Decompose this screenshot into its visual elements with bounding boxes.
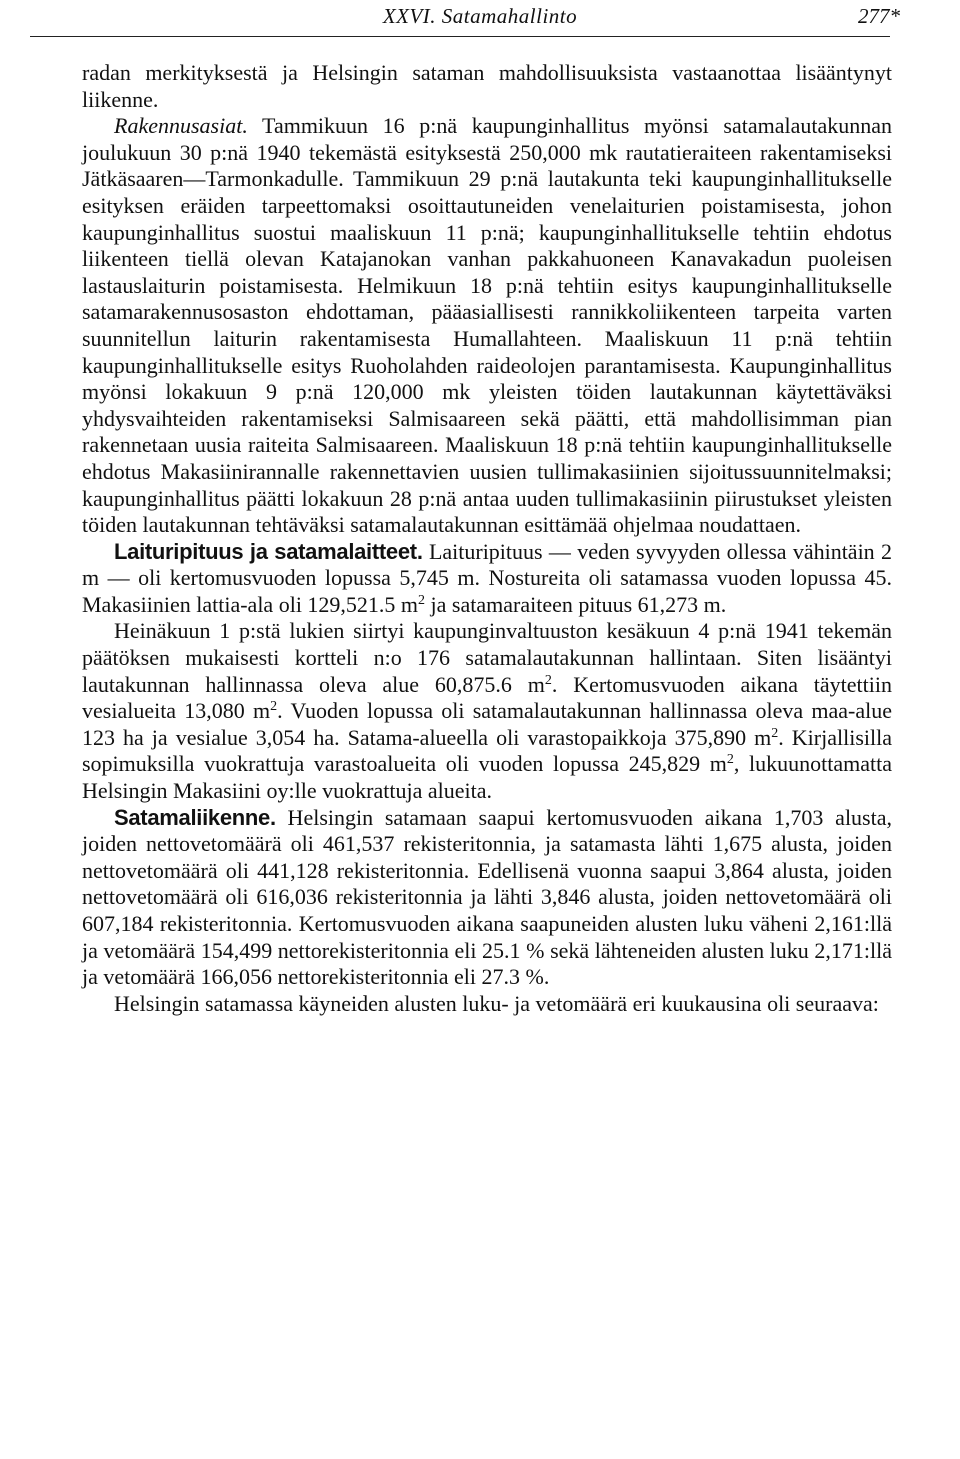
section-label-rakennusasiat: Rakennusasiat.: [114, 113, 248, 139]
paragraph-text: . Vuoden lopussa oli satamalautakunnan hallinnassa oleva maa-alue 123 ha ja vesialue 3,054 ha. Satama-alueella oli varastopaikkoja 375,890 m: [82, 698, 892, 750]
paragraph-text: ja satamaraiteen pituus 61,273 m.: [425, 591, 727, 617]
page-number: 277*: [858, 4, 900, 28]
superscript: 2: [726, 752, 734, 768]
paragraph-text: radan merkityksestä ja Helsingin sataman mahdollisuuksista vastaanottaa lisääntynyt liikenne.: [82, 60, 892, 112]
paragraph-text: Helsingin satamassa käyneiden alusten luku- ja vetomäärä eri kuukausina oli seuraava:: [114, 990, 879, 1016]
paragraph-text: . Kirjallisilla sopimuksilla vuokrattuja varastoalueita oli vuoden lopussa 245,829 m: [82, 724, 893, 777]
superscript: 2: [771, 725, 779, 741]
superscript: 2: [544, 672, 552, 688]
running-title: XXVI. Satamahallinto: [382, 4, 578, 28]
header-divider: [30, 36, 890, 37]
paragraph-satamaliikenne: [82, 805, 892, 991]
paragraph-hallinta: [82, 618, 892, 804]
paragraph-text: Tammikuun 16 p:nä kaupunginhallitus myönsi satamalautakunnan joulukuun 30 p:nä 1940 tekemästä esityksestä 250,000 mk rautatieraiteen rakentamiseksi Jätkäsaaren—Tarmonkadulle. Tammikuun 29 p:nä lautakunta teki kaupunginhallitukselle esityksen eräiden tarpeettomaksi osoittautuneiden venelaiturien poistamisesta, johon kaupunginhallitus suostui maaliskuun 11 p:nä; kaupunginhallitukselle tehtiin ehdotus liikenteen tiellä olevan Katajanokan vanhan pakkahuoneen Kanavakadun puoleisen lastauslaiturin poistamisesta. Helmikuun 18 p:nä tehtiin esitys kaupunginhallitukselle satamarakennusosaston ehdottaman, pääasiallisesti rannikkoliikenteen tarpeita varten suunnitellun laiturin rakentamisesta Humallahteen. Maaliskuun 11 p:nä tehtiin kaupunginhallitukselle esitys Ruoholahden raideolojen parantamisesta. Kaupunginhallitus myönsi lokakuun 9 p:nä 120,000 mk yleisten töiden lautakunnan käytettäväksi yhdysvaihteiden rakentamiseksi Salmisaareen sekä päätti, että mahdollisimman pian rakennetaan uusia raiteita Salmisaareen. Maaliskuun 18 p:nä tehtiin kaupunginhallitukselle ehdotus Makasiinirannalle rakennettavien uusien tullimakasiinien sijoitussuunnitelmaksi; kaupunginhallitus päätti lokakuun 28 p:nä antaa uuden tullimakasiinin piirustukset yleisten töiden lautakunnan tehtäväksi satamalautakunnan esittämää ohjelmaa noudattaen.: [82, 113, 892, 538]
paragraph-text: Helsingin satamaan saapui kertomusvuoden aikana 1,703 alusta, joiden nettovetomäärä oli 461,537 rekisteritonnia, ja satamasta lähti 1,675 alusta, joiden nettovetomäärä oli 441,128 rekisteritonnia. Edellisenä vuonna saapui 3,864 alusta, joiden nettovetomäärä oli 616,036 rekisteritonnia ja lähti 3,846 alusta, joiden nettovetomäärä oli 607,184 rekisteritonnia. Kertomusvuoden aikana saapuneiden alusten luku väheni 2,161:llä ja vetomäärä 154,499 nettorekisteritonnia eli 25.1 % sekä lähteneiden alusten luku 2,171:llä ja vetomäärä 166,056 nettorekisteritonnia eli 27.3 %.: [82, 804, 892, 990]
paragraph-text: . Kertomusvuoden aikana täytettiin vesialueita 13,080 m: [82, 671, 893, 724]
paragraph-text: Heinäkuun 1 p:stä lukien siirtyi kaupunginvaltuuston kesäkuun 4 p:nä 1941 tekemän päätöksen mukaisesti kortteli n:o 176 satamalautakunnan hallintaan. Siten lisääntyi lautakunnan hallinnassa oleva alue 60,875.6 m: [82, 618, 892, 697]
paragraph-text: Laituripituus — veden syvyyden ollessa vähintäin 2 m — oli kertomusvuoden lopussa 5,745 m. Nostureita oli satamassa vuoden lopussa 45. Makasiinien lattia-ala oli 129,521.5 m: [82, 538, 892, 617]
paragraph-table-intro: [82, 991, 892, 1018]
body-text: [82, 60, 892, 1017]
paragraph-rakennusasiat: [82, 113, 892, 539]
superscript: 2: [270, 699, 278, 715]
paragraph-continuation: [82, 60, 892, 113]
page-header: [0, 0, 960, 40]
paragraph-text: , lukuunottamatta Helsingin Makasiini oy:lle vuokrattuja alueita.: [82, 751, 892, 804]
superscript: 2: [418, 592, 426, 608]
section-heading-satamaliikenne: Satamaliikenne.: [114, 804, 276, 830]
section-heading-laituripituus: Laituripituus ja satamalaitteet.: [114, 538, 423, 564]
paragraph-laituripituus: [82, 539, 892, 619]
